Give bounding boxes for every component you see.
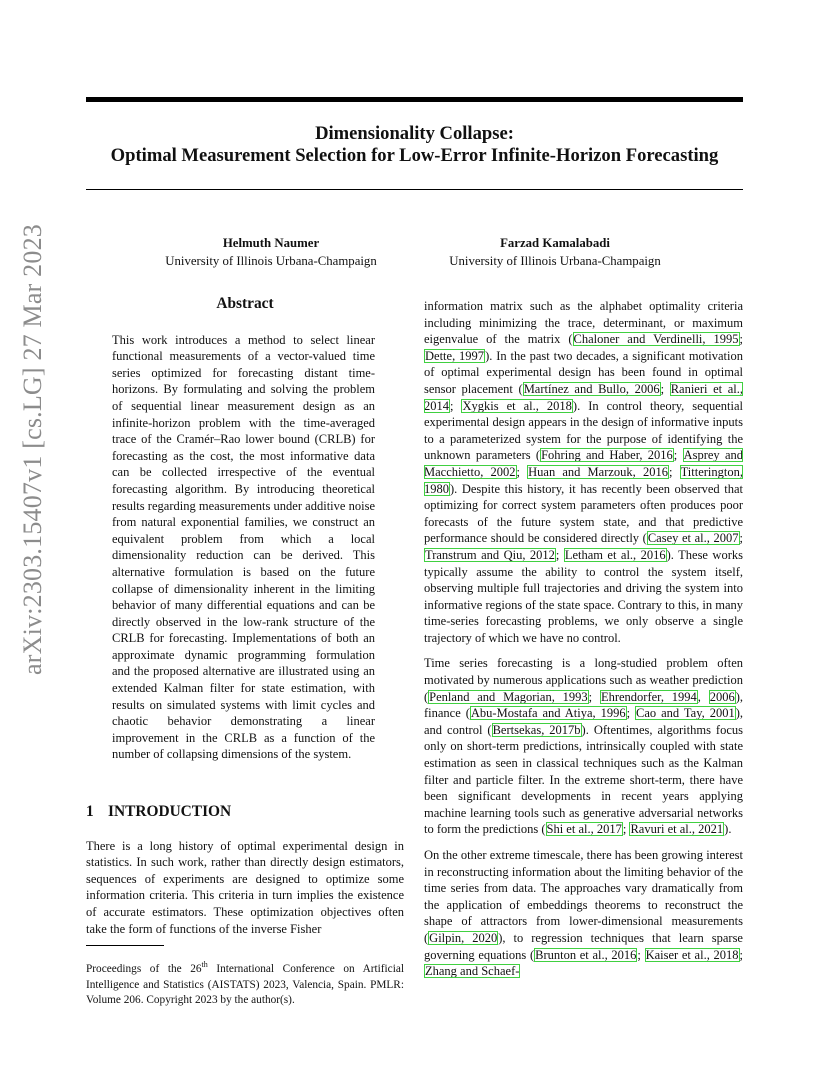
- abstract-heading: Abstract: [216, 295, 274, 312]
- citation-link[interactable]: Fohring and Haber, 2016: [541, 448, 673, 463]
- citation-link[interactable]: Shi et al., 2017: [546, 822, 622, 837]
- intro-paragraph: There is a long history of optimal experimental design in statistics. In such work, rather than directly design estimators, sequences of experiments are designed to optimize some information criteria. This criteria in turn implies the existence of accurate estimators. These optimization objectives often take the form of functions of the inverse Fisher: [86, 838, 404, 936]
- top-rule: [86, 97, 743, 102]
- right-column: [424, 298, 743, 980]
- body-text: ;: [588, 689, 600, 704]
- citation-link[interactable]: Huan and Marzouk, 2016: [528, 464, 668, 479]
- body-text: ;: [516, 464, 528, 479]
- body-text: ;: [637, 947, 645, 962]
- citation-link[interactable]: Gilpin, 2020: [429, 930, 498, 945]
- body-text: ;: [660, 381, 670, 396]
- citation-link[interactable]: Chaloner and Verdinelli, 1995: [573, 332, 739, 347]
- citation-link[interactable]: Bertsekas, 2017b: [492, 722, 581, 737]
- citation-link[interactable]: Dette, 1997: [425, 348, 485, 363]
- body-text: ). In the past two decades, a significant motivation of optimal experimental design has been found in optimal sensor placement (: [424, 348, 743, 396]
- body-text: ), finance (: [424, 689, 744, 721]
- body-text: ). These works typically assume the ability to control the system itself, observing multiple full trajectories and driving the system into informative regions of the state space. Contrary to this, in many time-series forecasting problems, we only observe a single trajectory of which we have no control.: [424, 547, 743, 645]
- body-text: On the other extreme timescale, there has been growing interest in reconstructing information about the limiting behavior of the time series from data. The approaches vary dramatically from the application of embeddings theorems to reconstruct the shape of attractors from lower-dimensional measurements (: [424, 848, 743, 945]
- body-text: ), and control (: [424, 706, 743, 737]
- body-text: ;: [555, 547, 564, 562]
- body-text: ,: [697, 689, 709, 704]
- citation-link[interactable]: Titterington, 1980: [424, 464, 743, 496]
- footnote-text-pre: Proceedings of the 26: [86, 962, 202, 975]
- body-text: ;: [739, 947, 743, 962]
- citation-link[interactable]: Ranieri et al., 2014: [424, 381, 743, 413]
- body-text: ;: [626, 706, 636, 721]
- citation-link[interactable]: Ravuri et al., 2021: [630, 822, 724, 837]
- citation-link[interactable]: Casey et al., 2007: [647, 531, 739, 546]
- author-block-1: [111, 234, 431, 270]
- body-text: information matrix such as the alphabet optimality criteria including minimizing the trace, determinant, or maximum eigenvalue of the matrix (: [424, 299, 743, 347]
- citation-link[interactable]: Penland and Magorian, 1993: [429, 689, 588, 704]
- right-paragraph-1: [424, 298, 743, 646]
- section-title: INTRODUCTION: [108, 803, 232, 821]
- body-text: ;: [450, 398, 462, 413]
- left-column: [86, 296, 404, 1009]
- body-text: ). In control theory, sequential experimental design appears in the design of informative inputs to a parameterized system for the purpose of identifying the unknown parameters (: [424, 398, 743, 463]
- citation-link[interactable]: 2006: [709, 689, 735, 704]
- body-text: Time series forecasting is a long-studied problem often motivated by numerous applications such as weather prediction (: [424, 656, 743, 704]
- citation-link[interactable]: Cao and Tay, 2001: [636, 706, 735, 721]
- citation-link[interactable]: Ehrendorfer, 1994: [600, 689, 697, 704]
- author-affiliation: University of Illinois Urbana-Champaign: [449, 254, 661, 268]
- citation-link[interactable]: Brunton et al., 2016: [535, 947, 637, 962]
- footnote-text-post: International Conference on Artificial Intelligence and Statistics (AISTATS) 2023, Valencia, Spain. PMLR: Volume 206. Copyright 2023 by the author(s).: [86, 962, 404, 1007]
- author-name: Helmuth Naumer: [222, 236, 320, 250]
- footnote-superscript: th: [201, 960, 208, 970]
- citation-link[interactable]: Martínez and Bullo, 2006: [523, 381, 660, 396]
- abstract-text: This work introduces a method to select linear functional measurements of a vector-valued time series optimized for forecasting distant time-horizons. By formulating and solving the problem of sequential linear measurement design as an infinite-horizon problem with the time-averaged trace of the Cramér–Rao lower bound (CRLB) for forecasting as the cost, the most informative data can be collected irrespective of the eventual forecasting algorithm. By introducing theoretical results regarding measurements under additive noise from natural exponential families, we construct an equivalent problem from which a local dimensionality reduction can be derived. This alternative formulation is based on the future collapse of dimensionality inherent in the limiting behavior of many differential equations and can be directly observed in the low-rank structure of the CRLB for forecasting. Implementations of both an approximate dynamic programming formulation and the proposed alternative are illustrated using an extended Kalman filter for state estimation, with results on simulated systems with limit cycles and chaotic behavior demonstrating a linear improvement in the CRLB as a function of the number of collapsing dimensions of the system.: [112, 332, 375, 762]
- author-name: Farzad Kamalabadi: [500, 236, 610, 250]
- citation-link[interactable]: Abu-Mostafa and Atiya, 1996: [470, 706, 626, 721]
- citation-link[interactable]: Letham et al., 2016: [564, 547, 666, 562]
- citation-link[interactable]: Transtrum and Qiu, 2012: [425, 547, 555, 562]
- body-text: ;: [668, 464, 680, 479]
- footnote-proceedings: [86, 962, 404, 1009]
- body-text: ). Oftentimes, algorithms focus only on short-term predictions, intrinsically coupled with state estimation as seen in classical techniques such as the Kalman filter and particle filter. In the extreme short-term, there have been significant developments in recent years applying machine learning tools such as generative adversarial networks to form the predictions (: [424, 722, 743, 837]
- author-affiliation: University of Illinois Urbana-Champaign: [165, 254, 377, 268]
- footnote-rule: [86, 945, 164, 946]
- body-text: ;: [622, 822, 630, 837]
- citation-link[interactable]: Kaiser et al., 2018: [645, 947, 739, 962]
- section-heading-introduction: [86, 804, 404, 821]
- body-text: ).: [724, 822, 732, 837]
- right-paragraph-3: [424, 847, 743, 980]
- arxiv-watermark: arXiv:2303.15407v1 [cs.LG] 27 Mar 2023: [18, 224, 47, 675]
- title-line-1: Dimensionality Collapse:: [315, 123, 514, 144]
- body-text: ;: [739, 531, 744, 546]
- citation-link[interactable]: Zhang and Schaef-: [425, 964, 520, 979]
- body-text: ), to regression techniques that learn sparse governing equations (: [424, 930, 743, 962]
- body-text: ). Despite this history, it has recently been observed that optimizing for correct system parameters often produces poor forecasts of the future system state, and that predictive performance should be considered directly (: [424, 481, 743, 546]
- section-number: 1: [86, 803, 94, 821]
- right-paragraph-2: [424, 655, 743, 838]
- citation-link[interactable]: Asprey and Macchietto, 2002: [424, 448, 743, 479]
- body-text: ;: [673, 448, 683, 463]
- title-line-2: Optimal Measurement Selection for Low-Error Infinite-Horizon Forecasting: [110, 145, 719, 166]
- body-text: ;: [739, 332, 743, 347]
- title-rule: [86, 189, 743, 190]
- paper-title: [86, 123, 743, 167]
- citation-link[interactable]: Xygkis et al., 2018: [462, 398, 572, 413]
- author-block-2: [395, 234, 715, 270]
